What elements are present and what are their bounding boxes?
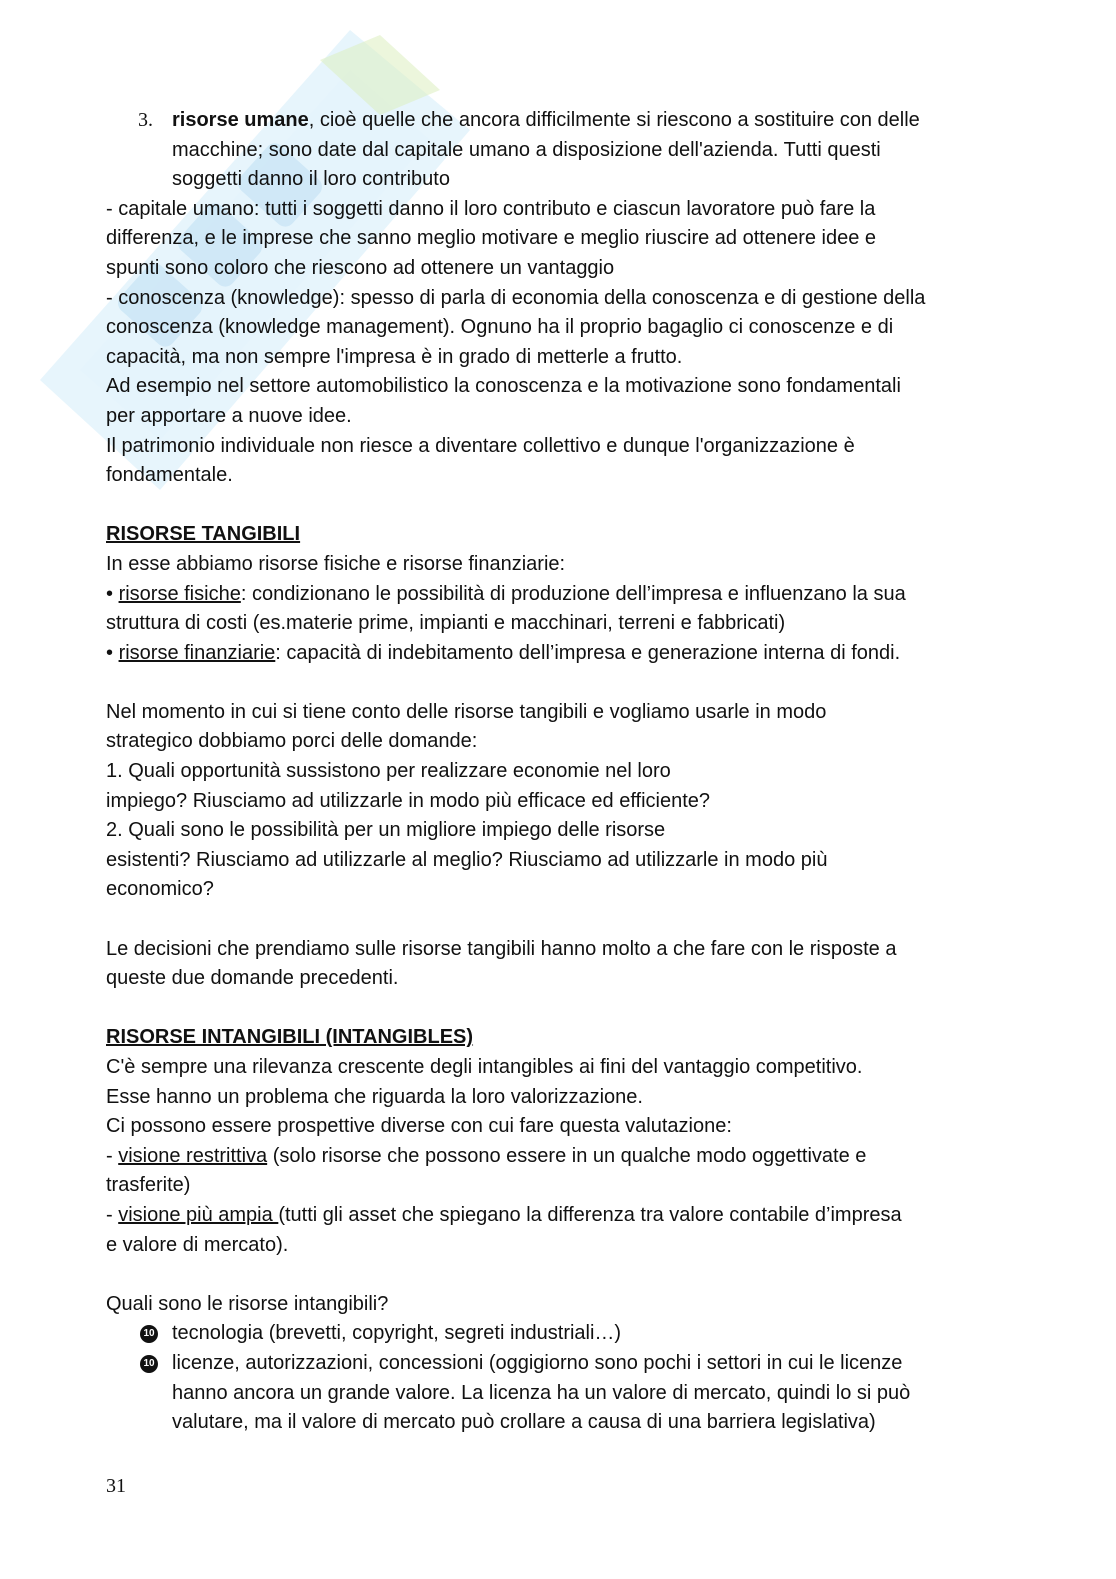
- text-line: fondamentale.: [106, 464, 233, 487]
- term-risorse-fisiche: risorse fisiche: [118, 582, 241, 605]
- text-line: - conoscenza (knowledge): spesso di parla di economia della conoscenza e di gestione della: [106, 286, 926, 309]
- text-fragment: tecnologia (brevetti, copyright, segreti industriali…): [172, 1322, 622, 1345]
- text-line: soggetti danno il loro contributo: [172, 168, 450, 191]
- page-number: 31: [106, 1475, 126, 1497]
- text-line: per apportare a nuove idee.: [106, 404, 352, 427]
- text-line: hanno ancora un grande valore. La licenza ha un valore di mercato, quindi lo si può: [172, 1381, 911, 1404]
- text-line: spunti sono coloro che riescono ad ottenere un vantaggio: [106, 256, 615, 279]
- text-line: queste due domande precedenti.: [106, 967, 399, 990]
- text-line: Ad esempio nel settore automobilistico la conoscenza e la motivazione sono fondamentali: [106, 375, 901, 398]
- text-line: esistenti? Riusciamo ad utilizzarle al meglio? Riusciamo ad utilizzarle in modo più: [106, 848, 828, 871]
- text-line: Ci possono essere prospettive diverse con cui fare questa valutazione:: [106, 1115, 732, 1138]
- heading-risorse-tangibili: RISORSE TANGIBILI: [106, 523, 301, 546]
- text-line: Quali sono le risorse intangibili?: [106, 1292, 389, 1315]
- item-visione-piu-ampia: [106, 1201, 1006, 1231]
- text-line: economico?: [106, 878, 214, 901]
- text-line: conoscenza (knowledge management). Ognuno ha il proprio bagaglio ci conoscenze e di: [106, 316, 894, 339]
- text-line: Esse hanno un problema che riguarda la loro valorizzazione.: [106, 1085, 643, 1108]
- term-risorse-finanziarie: risorse finanziarie: [118, 641, 276, 664]
- text-line: 1. Quali opportunità sussistono per realizzare economie nel loro: [106, 760, 671, 783]
- text-fragment: : condizionano le possibilità di produzione dell’impresa e influenzano la sua: [240, 582, 906, 605]
- term-visione-piu-ampia: visione più ampia: [118, 1203, 279, 1226]
- text-line: Le decisioni che prendiamo sulle risorse tangibili hanno molto a che fare con le risposte a: [106, 937, 897, 960]
- item-visione-restrittiva: [106, 1142, 1006, 1172]
- term-visione-restrittiva: visione restrittiva: [118, 1144, 268, 1167]
- text-line: impiego? Riusciamo ad utilizzarle in modo più efficace ed efficiente?: [106, 789, 711, 812]
- text-line: macchine; sono date dal capitale umano a disposizione dell'azienda. Tutti questi: [172, 138, 881, 161]
- list-item-tecnologia: [106, 1319, 1006, 1349]
- text-line: strategico dobbiamo porci delle domande:: [106, 730, 478, 753]
- bullet-glyph: •: [106, 582, 119, 605]
- text-line: differenza, e le imprese che sanno meglio motivare e meglio riuscire ad ottenere idee e: [106, 227, 877, 250]
- text-line: valutare, ma il valore di mercato può crollare a causa di una barriera legislativa): [172, 1411, 876, 1434]
- text-line: 2. Quali sono le possibilità per un migliore impiego delle risorse: [106, 819, 666, 842]
- list-item-risorse-umane: [106, 106, 1006, 136]
- text-line: e valore di mercato).: [106, 1233, 289, 1256]
- circled-number-icon: 10: [140, 1355, 158, 1373]
- list-number: 3.: [138, 109, 153, 131]
- text-line: C'è sempre una rilevanza crescente degli intangibles ai fini del vantaggio competitivo.: [106, 1056, 863, 1078]
- bullet-risorse-fisiche: [106, 580, 1006, 610]
- term-risorse-umane: risorse umane: [172, 109, 309, 131]
- circled-number-icon: 10: [140, 1325, 158, 1343]
- text-fragment: (tutti gli asset che spiegano la differenza tra valore contabile d’impresa: [278, 1203, 902, 1226]
- text-line: Nel momento in cui si tiene conto delle risorse tangibili e vogliamo usarle in modo: [106, 700, 827, 723]
- text-line: - capitale umano: tutti i soggetti danno il loro contributo e ciascun lavoratore può fare la: [106, 197, 876, 220]
- list-item-licenze: [106, 1349, 1006, 1379]
- text-line: struttura di costi (es.materie prime, impianti e macchinari, terreni e fabbricati): [106, 612, 786, 635]
- text-fragment: : capacità di indebitamento dell’impresa e generazione interna di fondi.: [275, 641, 901, 664]
- text-line: Il patrimonio individuale non riesce a diventare collettivo e dunque l'organizzazione è: [106, 434, 855, 457]
- document-page: [106, 106, 1006, 1438]
- heading-risorse-intangibili: RISORSE INTANGIBILI (INTANGIBLES): [106, 1026, 474, 1049]
- text-fragment: , cioè quelle che ancora difficilmente si riescono a sostituire con delle: [308, 109, 920, 131]
- dash-glyph: -: [106, 1144, 119, 1167]
- bullet-risorse-finanziarie: [106, 639, 1006, 669]
- text-fragment: licenze, autorizzazioni, concessioni (oggigiorno sono pochi i settori in cui le licenze: [172, 1351, 903, 1374]
- dash-glyph: -: [106, 1203, 119, 1226]
- text-line: capacità, ma non sempre l'impresa è in grado di metterle a frutto.: [106, 345, 683, 368]
- bullet-glyph: •: [106, 641, 119, 664]
- text-fragment: (solo risorse che possono essere in un qualche modo oggettivate e: [267, 1144, 867, 1167]
- text-line: trasferite): [106, 1174, 191, 1197]
- text-line: In esse abbiamo risorse fisiche e risorse finanziarie:: [106, 552, 566, 575]
